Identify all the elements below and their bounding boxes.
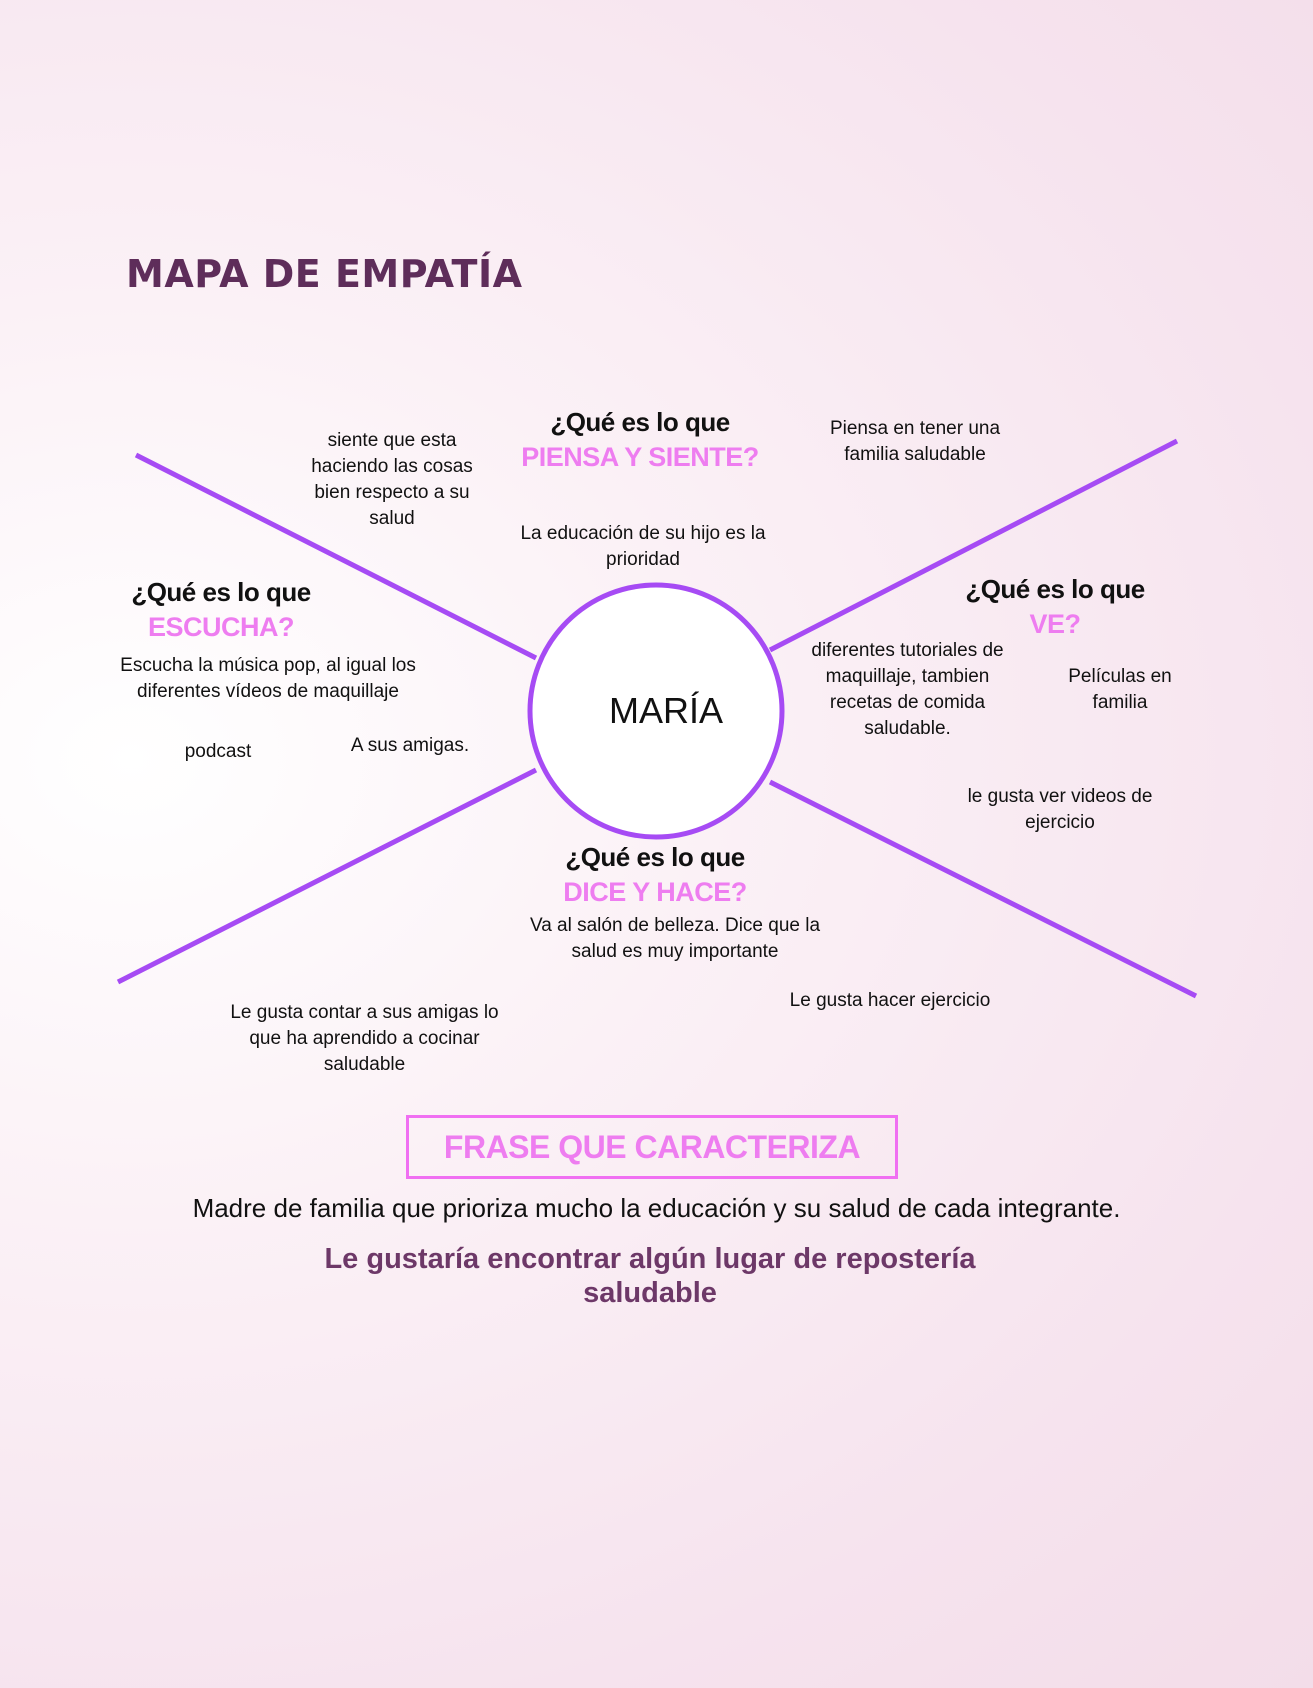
quadrant-question: ¿Qué es lo que [550,407,730,437]
note-think-2: Piensa en tener una familia saludable [829,418,1001,465]
quadrant-think-feel [495,407,785,473]
phrase-title: FRASE QUE CARACTERIZA [443,1128,861,1165]
quadrant-label: VE? [1029,609,1081,639]
note-do-3: Le gusta contar a sus amigas lo que ha aprendido a cocinar saludable [230,1002,499,1075]
quadrant-see [945,574,1165,640]
quadrant-question: ¿Qué es lo que [131,577,311,607]
quadrant-question: ¿Qué es lo que [565,842,745,872]
note-do-2: Le gusta hacer ejercicio [789,990,991,1011]
persona-name: MARÍA [608,690,723,731]
phrase-text: Madre de familia que prioriza mucho la educación y su salud de cada integrante. [192,1193,1121,1223]
divider-line-bottom-left [118,770,536,982]
quadrant-label: ESCUCHA? [147,612,294,642]
phrase-box [406,1115,898,1179]
note-do-1: Va al salón de belleza. Dice que la salud es muy importante [529,915,821,962]
quadrant-label: PIENSA Y SIENTE? [521,442,759,472]
wish-text: Le gustaría encontrar algún lugar de repostería saludable [324,1243,976,1309]
quadrant-hear [111,577,331,643]
note-think-1: siente que esta haciendo las cosas bien respecto a su salud [311,430,473,529]
note-hear-1: Escucha la música pop, al igual los diferentes vídeos de maquillaje [120,655,416,702]
note-hear-2: podcast [184,741,252,762]
note-hear-3: A sus amigas. [350,735,470,756]
quadrant-say-do [520,842,790,908]
quadrant-question: ¿Qué es lo que [965,574,1145,604]
quadrant-label: DICE Y HACE? [563,877,747,907]
page-title: MAPA DE EMPATÍA [126,252,523,296]
note-see-1: diferentes tutoriales de maquillaje, tambien recetas de comida saludable. [811,640,1004,739]
note-think-3: La educación de su hijo es la prioridad [520,523,766,570]
note-see-3: le gusta ver videos de ejercicio [967,786,1153,833]
note-see-2: Películas en familia [1068,666,1172,713]
